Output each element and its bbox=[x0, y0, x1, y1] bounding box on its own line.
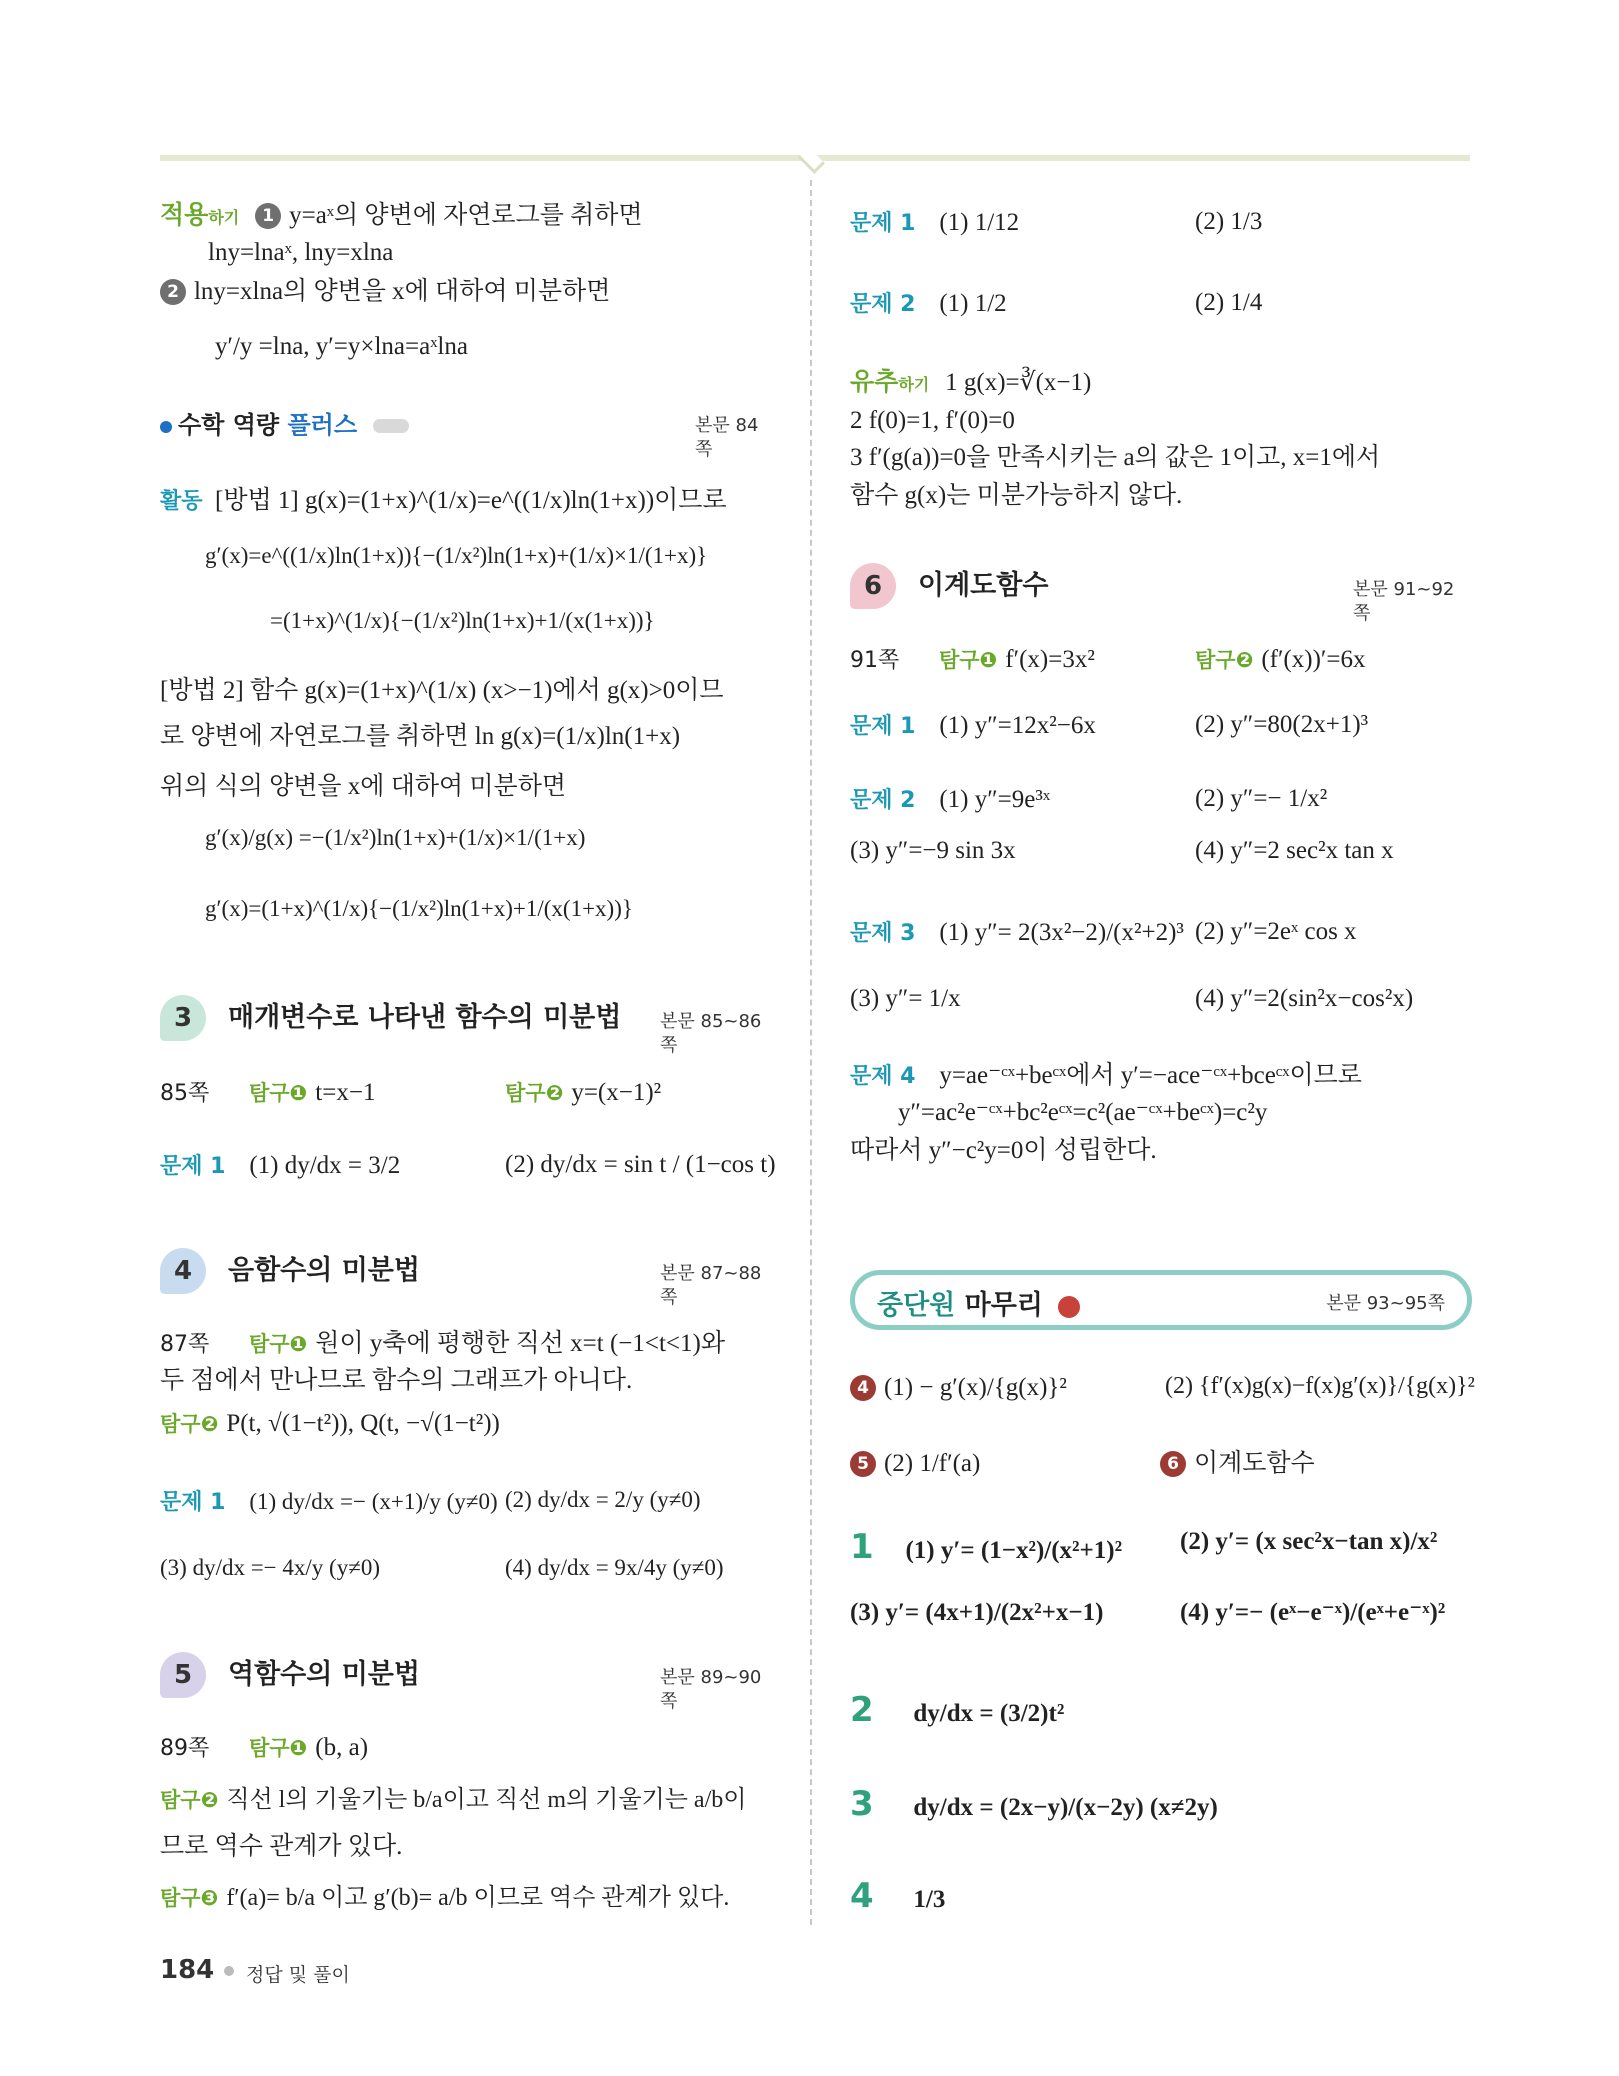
q1-b: (2) y′= (x sec²x−tan x)/x² bbox=[1180, 1528, 1438, 1555]
method1-line2: g′(x)=e^((1/x)ln(1+x)){−(1/x²)ln(1+x)+(1/x)×1/(1+x)} bbox=[205, 543, 708, 568]
s4-p1-b: (2) dy/dx = 2/y (y≠0) bbox=[505, 1487, 701, 1512]
s6-p3-c: (3) y″= 1/x bbox=[850, 985, 961, 1012]
section-3-heading bbox=[160, 995, 621, 1041]
circle-num-2: 2 bbox=[160, 279, 186, 305]
q3-row bbox=[850, 1782, 1218, 1828]
infer-3b: 함수 g(x)는 미분가능하지 않다. bbox=[850, 482, 1183, 509]
s6-problem-3 bbox=[850, 915, 1184, 950]
s4-p1-c: (3) dy/dx =− 4x/y (y≠0) bbox=[160, 1555, 380, 1580]
infer-tag: 유추 bbox=[850, 367, 899, 396]
s5-t3-tag: 탐구❸ bbox=[160, 1886, 219, 1910]
method1-line1 bbox=[160, 484, 727, 518]
review-badge-4: 4 bbox=[850, 1375, 876, 1401]
apply-tag: 적용 bbox=[160, 200, 209, 229]
r-problem-2 bbox=[850, 286, 1007, 321]
section-4-number: 4 bbox=[160, 1248, 206, 1294]
r-p2-a: (1) 1/2 bbox=[939, 290, 1007, 317]
apply-eq-1: lny=lnaˣ, lny=xlna bbox=[208, 239, 394, 266]
footer-label: 정답 및 풀이 bbox=[246, 1964, 350, 1986]
section-4-title: 음함수의 미분법 bbox=[228, 1254, 420, 1286]
page-number: 184 bbox=[160, 1955, 215, 1985]
s6-p4-tag: 문제 4 bbox=[850, 1064, 916, 1089]
method2-line4: g′(x)/g(x) =−(1/x²)ln(1+x)+(1/x)×1/(1+x) bbox=[205, 825, 586, 850]
apply-text-1: y=aˣ의 양변에 자연로그를 취하면 bbox=[289, 202, 643, 229]
r-p1-b: (2) 1/3 bbox=[1195, 208, 1263, 235]
s5-t1-tag: 탐구❶ bbox=[248, 1736, 308, 1760]
s5-explore-2 bbox=[160, 1782, 746, 1816]
s6-p2-d: (4) y″=2 sec²x tan x bbox=[1195, 837, 1394, 864]
top-rule-notch bbox=[798, 147, 825, 174]
section-4-ref: 본문 87~88쪽 bbox=[660, 1263, 762, 1309]
q4-row bbox=[850, 1874, 945, 1920]
s5-t2: 직선 l의 기울기는 b/a이고 직선 m의 기울기는 a/b이 bbox=[226, 1787, 747, 1813]
r-p2-b: (2) 1/4 bbox=[1195, 289, 1263, 316]
s4-explore-2 bbox=[160, 1406, 500, 1441]
review-header bbox=[850, 1270, 1472, 1330]
review-badge-5: 5 bbox=[850, 1451, 876, 1477]
method2-line1: [방법 2] 함수 g(x)=(1+x)^(1/x) (x>−1)에서 g(x)>0이므 bbox=[160, 677, 724, 704]
s6-problem-1 bbox=[850, 708, 1096, 743]
review-ref: 본문 93~95쪽 bbox=[1326, 1293, 1445, 1314]
s6-t2-tag: 탐구❷ bbox=[1195, 648, 1254, 672]
s4-problem-1 bbox=[160, 1484, 498, 1518]
s6-p3-a: (1) y″= 2(3x²−2)/(x²+2)³ bbox=[939, 919, 1184, 946]
s3-explore-2 bbox=[505, 1075, 661, 1110]
method1-line3: =(1+x)^(1/x){−(1/x²)ln(1+x)+1/(x(1+x))} bbox=[270, 608, 655, 633]
r-problem-1 bbox=[850, 205, 1019, 240]
s4-p1-a: (1) dy/dx =− (x+1)/y (y≠0) bbox=[249, 1489, 498, 1514]
s6-p1-b: (2) y″=80(2x+1)³ bbox=[1195, 711, 1369, 738]
s6-page: 91쪽 bbox=[850, 648, 900, 673]
s5-explore-1 bbox=[160, 1730, 368, 1765]
s3-t2: y=(x−1)² bbox=[571, 1079, 662, 1106]
infer-row-1 bbox=[850, 365, 1091, 400]
review-5-row bbox=[850, 1446, 980, 1481]
s6-p3-d: (4) y″=2(sin²x−cos²x) bbox=[1195, 985, 1414, 1012]
review-4-row bbox=[850, 1370, 1067, 1405]
section-6-heading bbox=[850, 563, 1048, 609]
s5-explore-3 bbox=[160, 1880, 729, 1914]
section-3-number: 3 bbox=[160, 995, 206, 1041]
q2-row bbox=[850, 1688, 1064, 1734]
circle-num-1: 1 bbox=[255, 203, 281, 229]
q1-c: (3) y′= (4x+1)/(2x²+x−1) bbox=[850, 1599, 1104, 1626]
method2-line5: g′(x)=(1+x)^(1/x){−(1/x²)ln(1+x)+1/(x(1+x))} bbox=[205, 896, 633, 921]
infer-3: 3 f′(g(a))=0을 만족시키는 a의 값은 1이고, x=1에서 bbox=[850, 444, 1381, 471]
s3-p1-a: (1) dy/dx = 3/2 bbox=[249, 1152, 401, 1179]
s5-t2-tag: 탐구❷ bbox=[160, 1788, 219, 1812]
apply-row-2 bbox=[160, 274, 610, 309]
q3-answer: dy/dx = (2x−y)/(x−2y) (x≠2y) bbox=[913, 1794, 1218, 1821]
section-6-number: 6 bbox=[850, 563, 896, 609]
s6-p2-tag: 문제 2 bbox=[850, 788, 916, 813]
m1-line1-text: [방법 1] g(x)=(1+x)^(1/x)=e^((1/x)ln(1+x))이므로 bbox=[215, 487, 727, 514]
q1-d: (4) y′=− (eˣ−e⁻ˣ)/(eˣ+e⁻ˣ)² bbox=[1180, 1599, 1446, 1626]
s6-p1-a: (1) y″=12x²−6x bbox=[939, 712, 1096, 739]
s6-p3-tag: 문제 3 bbox=[850, 921, 916, 946]
s5-t3: f′(a)= b/a 이고 g′(b)= a/b 이므로 역수 관계가 있다. bbox=[226, 1885, 730, 1911]
review-5-2: (2) 1/f′(a) bbox=[883, 1450, 981, 1477]
s6-problem-2 bbox=[850, 782, 1050, 817]
q1-a: (1) y′= (1−x²)/(x²+1)² bbox=[905, 1537, 1123, 1564]
section-6-title: 이계도함수 bbox=[918, 569, 1049, 601]
s5-page: 89쪽 bbox=[160, 1736, 210, 1761]
s4-t2: P(t, √(1−t²)), Q(t, −√(1−t²)) bbox=[226, 1410, 500, 1437]
section-6-ref: 본문 91~92쪽 bbox=[1353, 579, 1455, 625]
s4-p1-d: (4) dy/dx = 9x/4y (y≠0) bbox=[505, 1555, 724, 1580]
s6-p4-2: y″=ac²e⁻ᶜˣ+bc²eᶜˣ=c²(ae⁻ᶜˣ+beᶜˣ)=c²y bbox=[898, 1099, 1268, 1126]
review-title-a: 중단원 bbox=[877, 1290, 965, 1321]
s5-t2b: 므로 역수 관계가 있다. bbox=[160, 1833, 403, 1860]
s3-p1-tag: 문제 1 bbox=[160, 1154, 226, 1179]
plus-heading bbox=[160, 408, 409, 442]
s3-explore-row bbox=[160, 1075, 375, 1110]
method2-line3: 위의 식의 양변을 x에 대하여 미분하면 bbox=[160, 773, 567, 800]
s5-t1: (b, a) bbox=[315, 1734, 369, 1761]
review-4-2: (2) {f′(x)g(x)−f(x)g′(x)}/{g(x)}² bbox=[1165, 1373, 1475, 1399]
s4-page: 87쪽 bbox=[160, 1332, 210, 1357]
q2-answer: dy/dx = (3/2)t² bbox=[913, 1700, 1065, 1727]
section-5-title: 역함수의 미분법 bbox=[228, 1658, 420, 1690]
s6-explore-1 bbox=[850, 642, 1095, 677]
q4-number: 4 bbox=[850, 1876, 874, 1916]
s6-p3-b: (2) y″=2eˣ cos x bbox=[1195, 918, 1357, 945]
rocket-icon bbox=[373, 419, 409, 433]
s6-t1-tag: 탐구❶ bbox=[938, 648, 998, 672]
s6-p4-1: y=ae⁻ᶜˣ+beᶜˣ에서 y′=−ace⁻ᶜˣ+bceᶜˣ이므로 bbox=[939, 1062, 1362, 1089]
s3-p1-b: (2) dy/dx = sin t / (1−cos t) bbox=[505, 1151, 776, 1178]
plus-title-b: 플러스 bbox=[287, 411, 358, 439]
s4-t1b: 두 점에서 만나므로 함수의 그래프가 아니다. bbox=[160, 1367, 633, 1394]
s4-t1-tag: 탐구❶ bbox=[248, 1332, 308, 1356]
method2-line2: 로 양변에 자연로그를 취하면 ln g(x)=(1/x)ln(1+x) bbox=[160, 723, 681, 750]
plus-ref: 본문 84쪽 bbox=[695, 415, 759, 461]
infer-2: 2 f(0)=1, f′(0)=0 bbox=[850, 407, 1015, 434]
review-badge-6: 6 bbox=[1160, 1451, 1186, 1477]
apply-text-2: lny=xlna의 양변을 x에 대하여 미분하면 bbox=[193, 278, 611, 305]
review-title-b: 마무리 bbox=[964, 1290, 1043, 1321]
apply-tag-small: 하기 bbox=[208, 208, 240, 227]
section-5-ref: 본문 89~90쪽 bbox=[660, 1667, 762, 1713]
s3-t1-tag: 탐구❶ bbox=[248, 1081, 308, 1105]
section-3-ref: 본문 85~86쪽 bbox=[660, 1011, 762, 1057]
s6-problem-4 bbox=[850, 1058, 1362, 1093]
section-5-heading bbox=[160, 1652, 420, 1698]
s6-explore-2 bbox=[1195, 642, 1365, 677]
apply-row-1 bbox=[160, 198, 643, 233]
s6-t1: f′(x)=3x² bbox=[1005, 646, 1095, 673]
s6-p2-c: (3) y″=−9 sin 3x bbox=[850, 837, 1016, 864]
r-p1-a: (1) 1/12 bbox=[939, 209, 1020, 236]
s4-p1-tag: 문제 1 bbox=[160, 1490, 226, 1515]
section-3-title: 매개변수로 나타낸 함수의 미분법 bbox=[228, 1001, 622, 1033]
apply-eq-2: y′/y =lna, y′=y×lna=aˣlna bbox=[215, 333, 468, 360]
footer-dot bbox=[224, 1966, 234, 1976]
review-title bbox=[877, 1283, 1080, 1322]
s3-t2-tag: 탐구❷ bbox=[505, 1081, 564, 1105]
q1-number: 1 bbox=[850, 1527, 874, 1567]
review-6: 이계도함수 bbox=[1193, 1448, 1315, 1477]
s6-t2: (f′(x))′=6x bbox=[1261, 646, 1366, 673]
plus-title-a: 수학 역량 bbox=[178, 411, 288, 439]
bullet-icon bbox=[160, 421, 172, 433]
section-4-heading bbox=[160, 1248, 420, 1294]
section-5-number: 5 bbox=[160, 1652, 206, 1698]
s3-t1: t=x−1 bbox=[315, 1079, 376, 1106]
s6-p4-3: 따라서 y″−c²y=0이 성립한다. bbox=[850, 1137, 1157, 1164]
infer-tag-small: 하기 bbox=[898, 375, 930, 394]
q3-number: 3 bbox=[850, 1784, 874, 1824]
s4-t1: 원이 y축에 평행한 직선 x=t (−1<t<1)와 bbox=[315, 1330, 725, 1357]
s4-explore-1 bbox=[160, 1326, 725, 1361]
q4-answer: 1/3 bbox=[913, 1886, 946, 1913]
r-p2-tag: 문제 2 bbox=[850, 292, 916, 317]
s4-t2-tag: 탐구❷ bbox=[160, 1412, 219, 1436]
s3-problem-1 bbox=[160, 1148, 400, 1183]
infer-1: 1 g(x)=∛(x−1) bbox=[945, 369, 1092, 396]
s3-page: 85쪽 bbox=[160, 1081, 210, 1106]
review-6-row bbox=[1160, 1446, 1315, 1480]
s6-p2-b: (2) y″=− 1/x² bbox=[1195, 785, 1328, 812]
pen-icon bbox=[1058, 1296, 1080, 1318]
column-divider bbox=[810, 180, 812, 1925]
q1-row-a bbox=[850, 1525, 1122, 1571]
s6-p1-tag: 문제 1 bbox=[850, 714, 916, 739]
review-4-1: (1) − g′(x)/{g(x)}² bbox=[883, 1374, 1067, 1401]
q2-number: 2 bbox=[850, 1690, 874, 1730]
r-p1-tag: 문제 1 bbox=[850, 211, 916, 236]
s6-p2-a: (1) y″=9e³ˣ bbox=[939, 786, 1051, 813]
act-tag: 활동 bbox=[160, 488, 203, 513]
